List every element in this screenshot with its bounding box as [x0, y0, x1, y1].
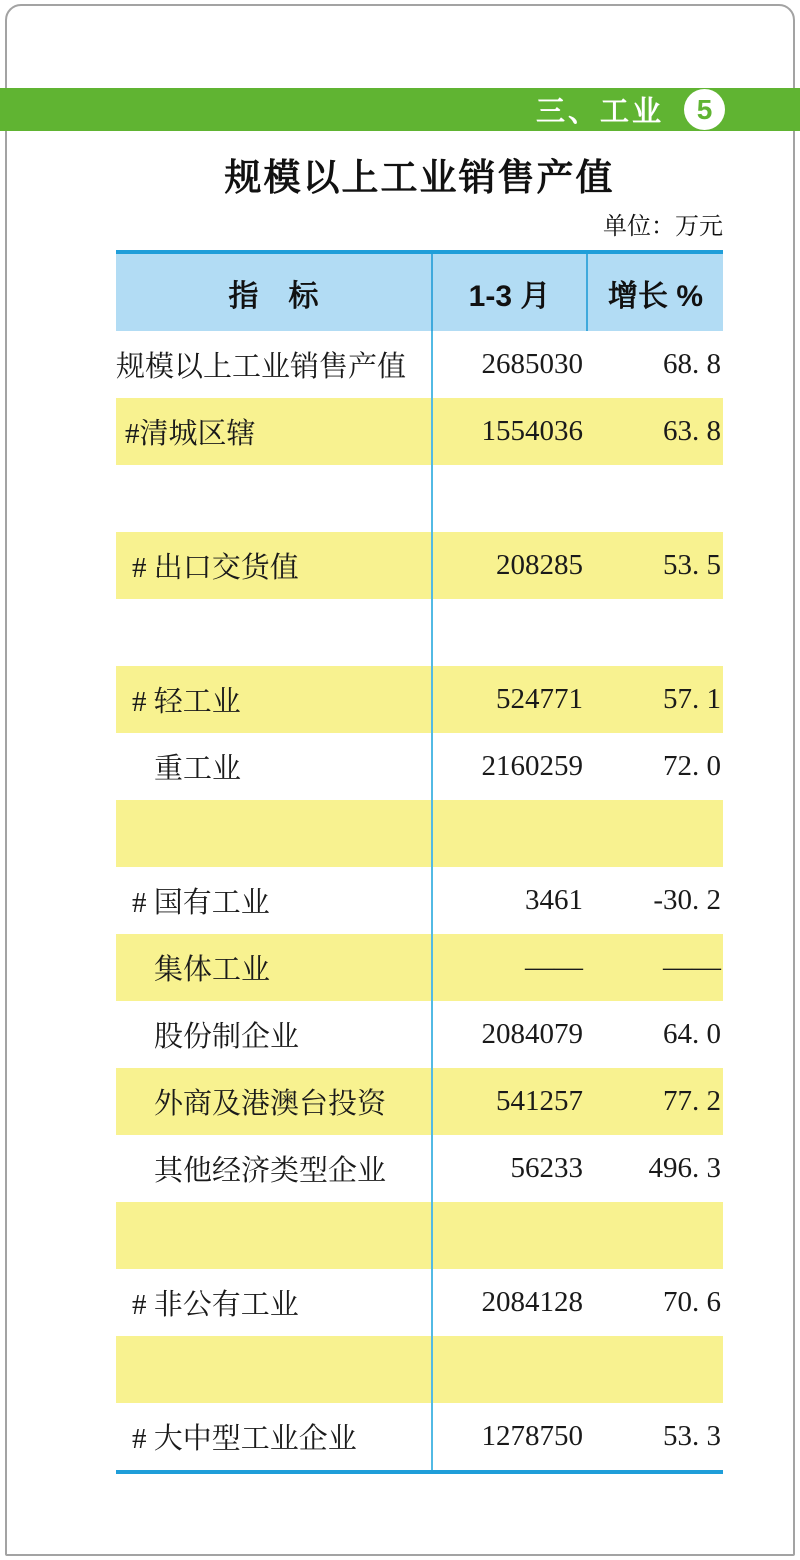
table-header-row: [116, 254, 723, 331]
table-row: [116, 532, 723, 599]
growth-cell: 57. 1: [663, 683, 721, 715]
header-cell-period: 1-3 月: [433, 254, 588, 331]
indicator-cell: 股份制企业: [116, 1001, 433, 1068]
page-content: [116, 0, 723, 1474]
growth-cell: ——: [663, 951, 721, 983]
table-row: [116, 398, 723, 465]
table-row: [116, 1269, 723, 1336]
indicator-cell: # 出口交货值: [116, 532, 433, 599]
indicator-cell: 外商及港澳台投资: [116, 1068, 433, 1135]
value-cell: 2160259: [481, 750, 583, 782]
header-cell-growth: 增长 %: [607, 279, 703, 313]
table-row: [116, 1068, 723, 1135]
indicator-cell: 其他经济类型企业: [116, 1135, 433, 1202]
growth-cell: 53. 3: [663, 1420, 721, 1452]
growth-cell: [588, 1202, 723, 1269]
table-row: [116, 599, 723, 666]
growth-cell: 77. 2: [663, 1085, 721, 1117]
table-row: [116, 1336, 723, 1403]
indicator-cell: # 大中型工业企业: [116, 1403, 433, 1470]
growth-cell: 496. 3: [648, 1152, 721, 1184]
value-cell: ——: [525, 951, 583, 983]
indicator-cell: [116, 1336, 433, 1403]
value-cell: [433, 1202, 588, 1269]
value-cell: 1554036: [481, 415, 583, 447]
growth-cell: -30. 2: [653, 884, 721, 916]
growth-cell: 72. 0: [663, 750, 721, 782]
value-cell: 3461: [525, 884, 583, 916]
growth-cell: 68. 8: [663, 348, 721, 380]
value-cell: [433, 1336, 588, 1403]
table-row: [116, 1202, 723, 1269]
indicator-cell: [116, 465, 433, 532]
table-row: [116, 867, 723, 934]
value-cell: 2084079: [481, 1018, 583, 1050]
growth-cell: [588, 800, 723, 867]
growth-cell: [588, 599, 723, 666]
header-cell-indicator: 指 标: [116, 254, 433, 331]
table-row: [116, 800, 723, 867]
indicator-cell: [116, 599, 433, 666]
unit-note: 单位：万元: [603, 214, 723, 240]
growth-cell: 63. 8: [663, 415, 721, 447]
value-cell: 2084128: [481, 1286, 583, 1318]
growth-cell: [588, 465, 723, 532]
value-cell: 524771: [496, 683, 583, 715]
indicator-cell: [116, 1202, 433, 1269]
table-row: [116, 1135, 723, 1202]
section-title: 三、工业: [535, 96, 664, 128]
value-cell: 208285: [496, 549, 583, 581]
value-cell: [433, 599, 588, 666]
table-row: [116, 1001, 723, 1068]
indicator-cell: # 非公有工业: [116, 1269, 433, 1336]
growth-cell: 70. 6: [663, 1286, 721, 1318]
indicator-cell: 重工业: [116, 733, 433, 800]
value-cell: 2685030: [481, 348, 583, 380]
indicator-cell: 规模以上工业销售产值: [116, 331, 433, 398]
table-title: 规模以上工业销售产值: [224, 157, 615, 198]
value-cell: 1278750: [481, 1420, 583, 1452]
table-row: [116, 1403, 723, 1470]
value-cell: [433, 465, 588, 532]
table-row: [116, 465, 723, 532]
indicator-cell: #清城区辖: [116, 398, 433, 465]
page-number: 5: [696, 93, 713, 125]
value-cell: [433, 800, 588, 867]
indicator-cell: [116, 800, 433, 867]
indicator-cell: 集体工业: [116, 934, 433, 1001]
table-row: [116, 733, 723, 800]
growth-cell: 53. 5: [663, 549, 721, 581]
table-row: [116, 934, 723, 1001]
table-body: [116, 331, 723, 1470]
data-table: [116, 250, 723, 1474]
table-row: [116, 331, 723, 398]
growth-cell: [588, 1336, 723, 1403]
table-row: [116, 666, 723, 733]
value-cell: 541257: [496, 1085, 583, 1117]
growth-cell: 64. 0: [663, 1018, 721, 1050]
value-cell: 56233: [510, 1152, 583, 1184]
indicator-cell: # 国有工业: [116, 867, 433, 934]
indicator-cell: # 轻工业: [116, 666, 433, 733]
